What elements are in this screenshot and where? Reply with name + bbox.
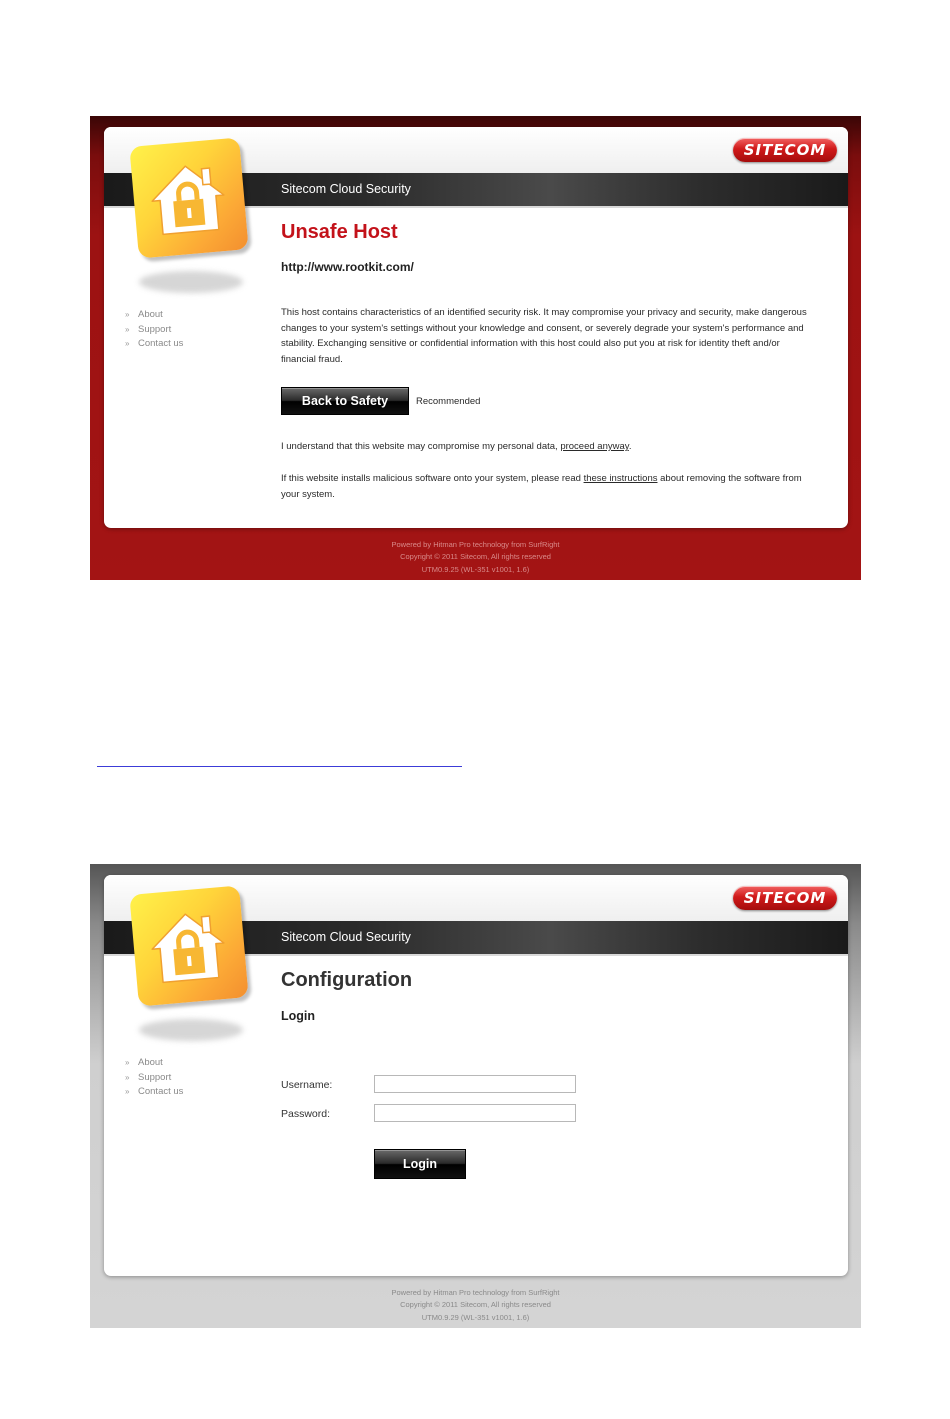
footer-copyright: Copyright © 2011 Sitecom, All rights reserved [400, 552, 551, 562]
malware-instructions-text: If this website installs malicious software onto your system, please read these instructions about removing the software from your system. [281, 473, 802, 500]
bullet-icon: » [125, 310, 130, 319]
password-field[interactable] [374, 1104, 576, 1122]
side-nav [125, 1056, 183, 1100]
footer-version: UTM0.9.29 (WL-351 v1001, 1.6) [421, 1312, 530, 1322]
icon-shadow [139, 1019, 243, 1041]
login-heading: Login [281, 1009, 316, 1023]
nav-item-contact[interactable]: » Contact us [125, 337, 183, 352]
footer [90, 1287, 861, 1324]
bullet-icon: » [125, 1087, 130, 1096]
footer [90, 539, 861, 576]
app-title: Sitecom Cloud Security [281, 182, 411, 196]
link-underline-divider [97, 766, 462, 767]
bullet-icon: » [125, 339, 130, 348]
nav-item-support[interactable]: » Support [125, 1071, 183, 1086]
bullet-icon: » [125, 324, 130, 334]
username-label: Username: [281, 1079, 333, 1091]
these-instructions-link[interactable]: these instructions [583, 473, 658, 484]
house-lock-icon [129, 137, 248, 258]
footer-powered-by: Powered by Hitman Pro technology from SurfRight [391, 540, 560, 549]
unsafe-host-screenshot [90, 116, 861, 580]
page-title: Configuration [281, 969, 413, 991]
nav-item-about[interactable]: » About [125, 1056, 183, 1071]
login-button[interactable]: Login [374, 1149, 466, 1179]
sitecom-logo: SITECOM [733, 138, 837, 162]
password-label: Password: [281, 1108, 331, 1120]
recommended-label: Recommended [416, 396, 481, 407]
app-title: Sitecom Cloud Security [281, 930, 411, 944]
house-lock-icon [129, 885, 248, 1006]
page-card [104, 127, 848, 528]
page-title: Unsafe Host [281, 221, 398, 243]
login-screenshot [90, 864, 861, 1328]
nav-item-contact[interactable]: » Contact us [125, 1085, 183, 1100]
footer-copyright: Copyright © 2011 Sitecom, All rights reserved [400, 1300, 551, 1310]
bullet-icon: » [125, 1072, 130, 1082]
risk-description: This host contains characteristics of an identified security risk. It may compromise your privacy and security, make dangerous changes to your system's settings without your knowledge and consent, or severely degrade your system's performance and stability. Exchanging sensitive or confidential information with this host could also put you at risk for identity theft and/or financial fraud. [281, 307, 807, 365]
bullet-icon: » [125, 1058, 130, 1067]
understand-text: I understand that this website may compromise my personal data, proceed anyway. [281, 441, 632, 452]
footer-version: UTM0.9.25 (WL-351 v1001, 1.6) [421, 564, 530, 574]
back-to-safety-button[interactable]: Back to Safety [281, 387, 409, 415]
icon-shadow [139, 271, 243, 293]
side-nav [125, 308, 183, 352]
username-field[interactable] [374, 1075, 576, 1093]
nav-item-about[interactable]: » About [125, 308, 183, 323]
proceed-anyway-link[interactable]: proceed anyway [560, 441, 629, 452]
host-url: http://www.rootkit.com/ [281, 260, 414, 274]
footer-powered-by: Powered by Hitman Pro technology from SurfRight [391, 1288, 560, 1297]
nav-item-support[interactable]: » Support [125, 323, 183, 338]
sitecom-logo: SITECOM [733, 886, 837, 910]
page-card [104, 875, 848, 1276]
